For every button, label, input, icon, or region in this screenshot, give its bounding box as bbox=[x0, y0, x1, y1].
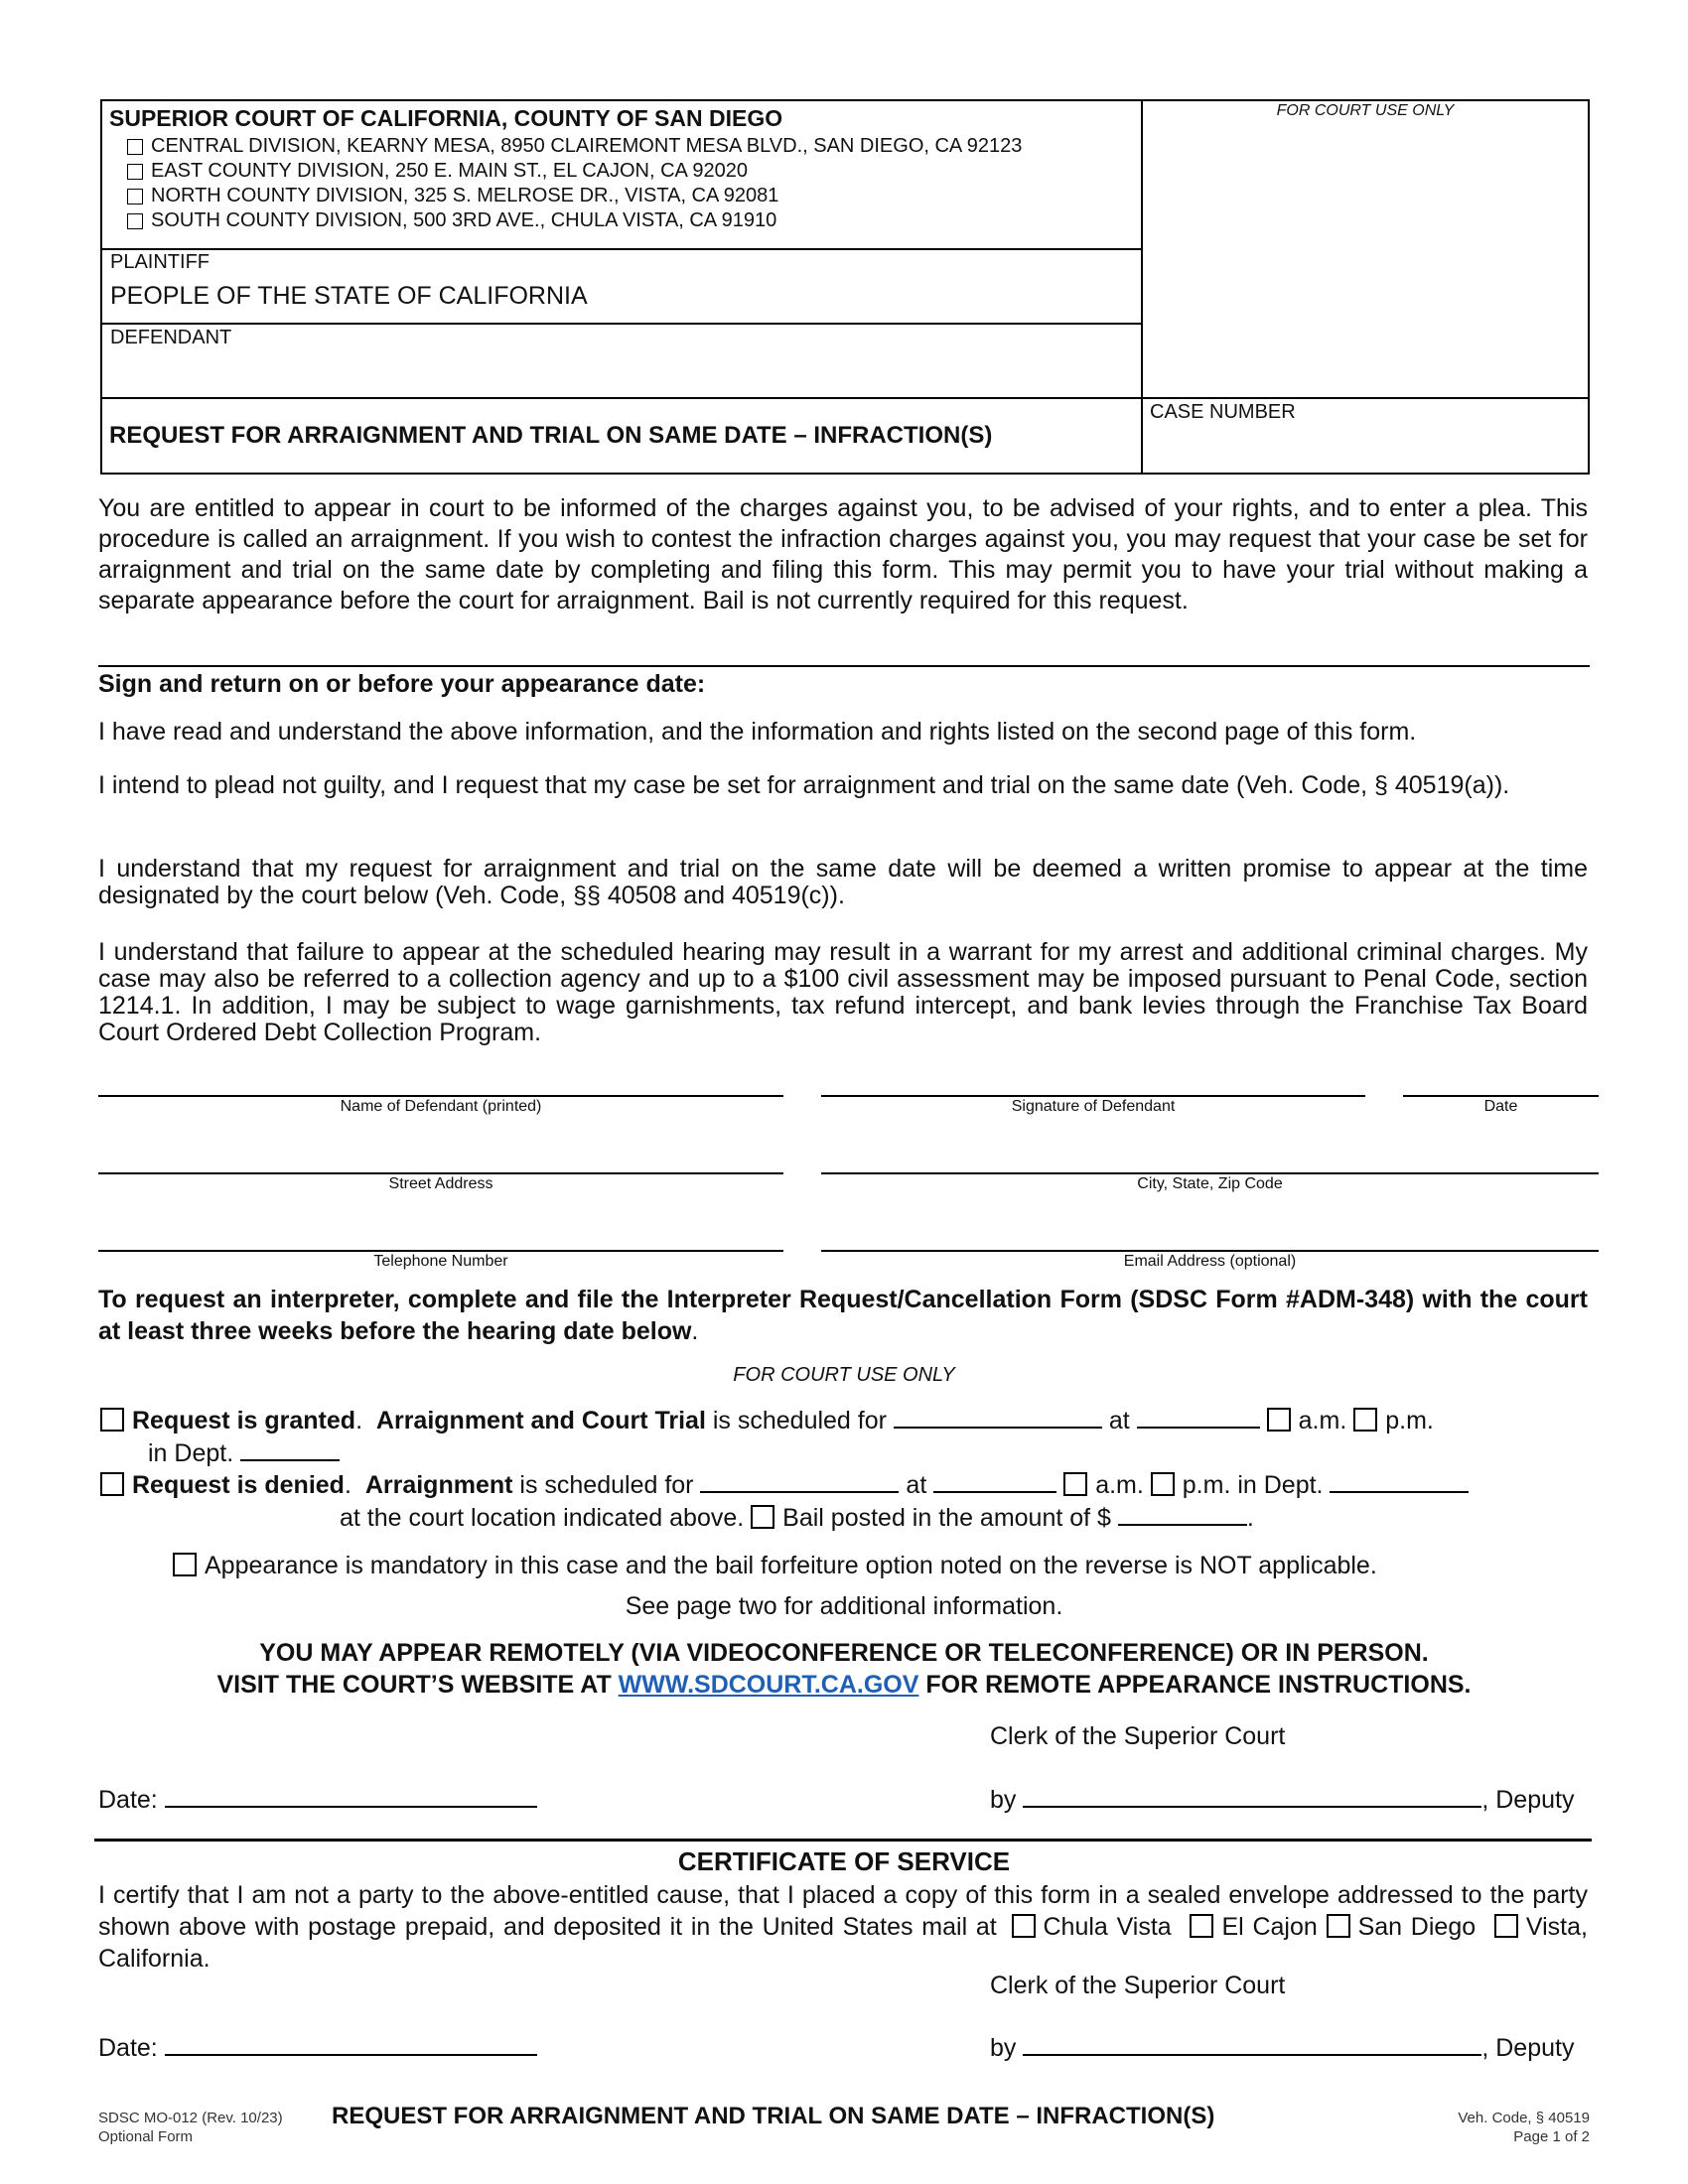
division-central[interactable] bbox=[127, 134, 1022, 159]
division-label: CENTRAL DIVISION, KEARNY MESA, 8950 CLAIREMONT MESA BLVD., SAN DIEGO, CA 92123 bbox=[151, 135, 1023, 157]
granted-checkbox[interactable] bbox=[100, 1408, 124, 1432]
statement-4: I understand that failure to appear at the scheduled hearing may result in a warrant for my arrest and additional criminal charges. My case may also be referred to a collection agency and up to a $100 civil assessment may be imposed pursuant to Penal Code, section 1214.1. In addition, I may be subject to wage garnishments, tax refund intercept, and bank levies through the Franchise Tax Board Court Ordered Debt Collection Program. bbox=[98, 938, 1588, 1046]
denied-label: Request is denied bbox=[132, 1471, 345, 1499]
clerk-date-field[interactable] bbox=[165, 1806, 537, 1808]
clerk-date-row bbox=[98, 1784, 537, 1816]
statement-2: I intend to plead not guilty, and I request that my case be set for arraignment and trial on the same date (Veh. Code, § 40519(a)). bbox=[98, 771, 1510, 799]
footer-code: Veh. Code, § 40519 bbox=[1458, 2110, 1590, 2126]
chula-vista-checkbox[interactable] bbox=[1012, 1914, 1036, 1938]
court-use-label: FOR COURT USE ONLY bbox=[733, 1364, 955, 1386]
denied-date-field[interactable] bbox=[700, 1491, 899, 1493]
interpreter-note bbox=[98, 1284, 1588, 1347]
clerk-date-row-2 bbox=[98, 2032, 537, 2064]
by-label: by bbox=[990, 1786, 1017, 1814]
certificate-body: I certify that I am not a party to the above-entitled cause, that I placed a copy of this form in a sealed envelope addressed to the party shown above with postage prepaid, and deposited it in the United States mail at bbox=[98, 1881, 1588, 1941]
vista-checkbox[interactable] bbox=[1494, 1914, 1518, 1938]
certificate-divider bbox=[94, 1839, 1592, 1842]
street-line[interactable] bbox=[98, 1172, 783, 1174]
granted-arraignment-label: Arraignment and Court Trial bbox=[375, 1407, 706, 1434]
at-text: at bbox=[906, 1471, 927, 1499]
san-diego-label: San Diego bbox=[1357, 1913, 1477, 1941]
footer-form-id: SDSC MO-012 (Rev. 10/23) bbox=[98, 2110, 283, 2126]
division-label: SOUTH COUNTY DIVISION, 500 3RD AVE., CHULA VISTA, CA 91910 bbox=[151, 209, 777, 231]
city-label: City, State, Zip Code bbox=[1137, 1175, 1283, 1192]
clerk-signature-field[interactable] bbox=[1023, 1806, 1481, 1808]
denied-row bbox=[100, 1469, 1469, 1501]
denied-dept-field[interactable] bbox=[1330, 1491, 1469, 1493]
denied-checkbox[interactable] bbox=[100, 1472, 124, 1496]
division-south[interactable] bbox=[127, 208, 1022, 233]
division-east[interactable] bbox=[127, 159, 1022, 184]
city-line[interactable] bbox=[821, 1172, 1599, 1174]
plaintiff-value: PEOPLE OF THE STATE OF CALIFORNIA bbox=[110, 282, 588, 310]
by-label: by bbox=[990, 2034, 1017, 2062]
deputy-label: , Deputy bbox=[1481, 1786, 1575, 1814]
bail-text: Bail posted in the amount of $ bbox=[782, 1504, 1111, 1532]
mandatory-row bbox=[173, 1550, 1377, 1581]
date-label: Date bbox=[1483, 1098, 1518, 1115]
chula-vista-label: Chula Vista bbox=[1043, 1913, 1172, 1941]
denied-time-field[interactable] bbox=[933, 1491, 1056, 1493]
street-label: Street Address bbox=[388, 1175, 493, 1192]
sign-heading: Sign and return on or before your appearance date: bbox=[98, 670, 706, 698]
deputy-label: , Deputy bbox=[1481, 2034, 1575, 2062]
at-text: at bbox=[1108, 1407, 1130, 1434]
pm-label: p.m. bbox=[1385, 1407, 1434, 1434]
checkbox[interactable] bbox=[127, 139, 143, 155]
clerk-by-row-2 bbox=[990, 2032, 1574, 2064]
bail-period: . bbox=[1246, 1504, 1254, 1532]
division-north[interactable] bbox=[127, 184, 1022, 208]
granted-label: Request is granted bbox=[132, 1407, 356, 1434]
intro-text: You are entitled to appear in court to be informed of the charges against you, to be advised of your rights, and to enter a plea. This procedure is called an arraignment. If you wish to contest the infraction charges against you, you may request that your case be set for arraignment and trial on the same date by completing and filing this form. This may permit you to have your trial without making a separate appearance before the court for arraignment. Bail is not currently required for this request. bbox=[98, 494, 1588, 614]
division-label: EAST COUNTY DIVISION, 250 E. MAIN ST., EL CAJON, CA 92020 bbox=[151, 160, 748, 182]
clerk-title: Clerk of the Superior Court bbox=[990, 1722, 1286, 1750]
pm-in-dept-label: p.m. in Dept. bbox=[1182, 1471, 1324, 1499]
am-label: a.m. bbox=[1298, 1407, 1347, 1434]
granted-dept-field[interactable] bbox=[240, 1459, 340, 1461]
clerk-title-2: Clerk of the Superior Court bbox=[990, 1972, 1286, 1999]
email-line[interactable] bbox=[821, 1250, 1599, 1252]
bail-checkbox[interactable] bbox=[751, 1505, 774, 1529]
clerk-by-row bbox=[990, 1784, 1574, 1816]
phone-line[interactable] bbox=[98, 1250, 783, 1252]
checkbox[interactable] bbox=[127, 164, 143, 180]
granted-row bbox=[100, 1405, 1434, 1436]
scheduled-for-text: is scheduled for bbox=[712, 1407, 887, 1434]
phone-label: Telephone Number bbox=[373, 1253, 508, 1270]
date-label: Date: bbox=[98, 1786, 158, 1814]
certificate-text bbox=[98, 1879, 1588, 1975]
remote-line-2 bbox=[0, 1671, 1688, 1700]
email-label: Email Address (optional) bbox=[1123, 1253, 1297, 1270]
mandatory-text: Appearance is mandatory in this case and the bail forfeiture option noted on the reverse is NOT applicable. bbox=[205, 1552, 1377, 1579]
division-label: NORTH COUNTY DIVISION, 325 S. MELROSE DR., VISTA, CA 92081 bbox=[151, 185, 779, 206]
checkbox[interactable] bbox=[127, 213, 143, 229]
in-dept-text: in Dept. bbox=[148, 1439, 234, 1467]
case-number-label: CASE NUMBER bbox=[1150, 401, 1296, 423]
denied-pm-checkbox[interactable] bbox=[1151, 1472, 1175, 1496]
defendant-field[interactable] bbox=[102, 352, 1140, 396]
san-diego-checkbox[interactable] bbox=[1327, 1914, 1350, 1938]
denied-arraignment-label: Arraignment bbox=[364, 1471, 513, 1499]
court-website-link[interactable]: WWW.SDCOURT.CA.GOV bbox=[618, 1671, 919, 1699]
divider-plaintiff bbox=[100, 248, 1143, 250]
granted-date-field[interactable] bbox=[894, 1427, 1102, 1429]
granted-dot: . bbox=[355, 1407, 363, 1434]
intro-divider bbox=[98, 665, 1590, 667]
am-label: a.m. bbox=[1095, 1471, 1144, 1499]
location-text: at the court location indicated above. bbox=[340, 1504, 745, 1532]
granted-time-field[interactable] bbox=[1137, 1427, 1260, 1429]
interpreter-note-period: . bbox=[691, 1317, 699, 1345]
court-name: SUPERIOR COURT OF CALIFORNIA, COUNTY OF SAN DIEGO bbox=[109, 105, 783, 131]
bail-amount-field[interactable] bbox=[1118, 1524, 1247, 1526]
footer-title: REQUEST FOR ARRAIGNMENT AND TRIAL ON SAME DATE – INFRACTION(S) bbox=[332, 2103, 1215, 2129]
certificate-signature-field[interactable] bbox=[1023, 2054, 1481, 2056]
name-line[interactable] bbox=[98, 1095, 783, 1097]
remote-visit-text: VISIT THE COURT’S WEBSITE AT bbox=[216, 1671, 612, 1699]
granted-pm-checkbox[interactable] bbox=[1353, 1408, 1377, 1432]
location-row bbox=[340, 1502, 1254, 1534]
footer-optional: Optional Form bbox=[98, 2128, 194, 2145]
denied-dot: . bbox=[344, 1471, 352, 1499]
el-cajon-checkbox[interactable] bbox=[1190, 1914, 1213, 1938]
el-cajon-label: El Cajon bbox=[1221, 1913, 1318, 1941]
statement-1: I have read and understand the above information, and the information and rights listed on the second page of this form. bbox=[98, 718, 1417, 746]
see-page-two: See page two for additional information. bbox=[625, 1592, 1063, 1620]
caption-divider bbox=[1141, 99, 1143, 475]
statement-3: I understand that my request for arraignment and trial on the same date will be deemed a written promise to appear at the time designated by the court below (Veh. Code, §§ 40508 and 40519(c)). bbox=[98, 855, 1588, 909]
divider-title bbox=[100, 397, 1590, 399]
plaintiff-label: PLAINTIFF bbox=[110, 251, 211, 273]
scheduled-for-text: is scheduled for bbox=[519, 1471, 694, 1499]
mandatory-checkbox[interactable] bbox=[173, 1553, 197, 1576]
defendant-label: DEFENDANT bbox=[110, 327, 232, 348]
case-number-field[interactable] bbox=[1144, 427, 1587, 472]
vista-label: Vista, California. bbox=[98, 1913, 1588, 1973]
court-use-only-label: FOR COURT USE ONLY bbox=[1276, 102, 1455, 119]
remote-line-1: YOU MAY APPEAR REMOTELY (VIA VIDEOCONFERENCE OR TELECONFERENCE) OR IN PERSON. bbox=[259, 1639, 1429, 1667]
division-list bbox=[127, 134, 1022, 233]
signature-label: Signature of Defendant bbox=[1011, 1098, 1176, 1115]
certificate-date-field[interactable] bbox=[165, 2054, 537, 2056]
remote-instructions-text: FOR REMOTE APPEARANCE INSTRUCTIONS. bbox=[925, 1671, 1472, 1699]
signature-line[interactable] bbox=[821, 1095, 1365, 1097]
checkbox[interactable] bbox=[127, 189, 143, 205]
divider-defendant bbox=[100, 323, 1143, 325]
name-label: Name of Defendant (printed) bbox=[340, 1098, 542, 1115]
date-line[interactable] bbox=[1403, 1095, 1599, 1097]
interpreter-note-text: To request an interpreter, complete and file the Interpreter Request/Cancellation Form (SDSC Form #ADM-348) with the court at least three weeks before the hearing date below bbox=[98, 1286, 1588, 1345]
footer-page: Page 1 of 2 bbox=[1513, 2128, 1590, 2145]
certificate-heading: CERTIFICATE OF SERVICE bbox=[677, 1846, 1011, 1876]
denied-am-checkbox[interactable] bbox=[1063, 1472, 1087, 1496]
date-label: Date: bbox=[98, 2034, 158, 2062]
granted-am-checkbox[interactable] bbox=[1267, 1408, 1291, 1432]
form-title: REQUEST FOR ARRAIGNMENT AND TRIAL ON SAME DATE – INFRACTION(S) bbox=[109, 422, 993, 449]
granted-dept-row bbox=[148, 1437, 340, 1469]
